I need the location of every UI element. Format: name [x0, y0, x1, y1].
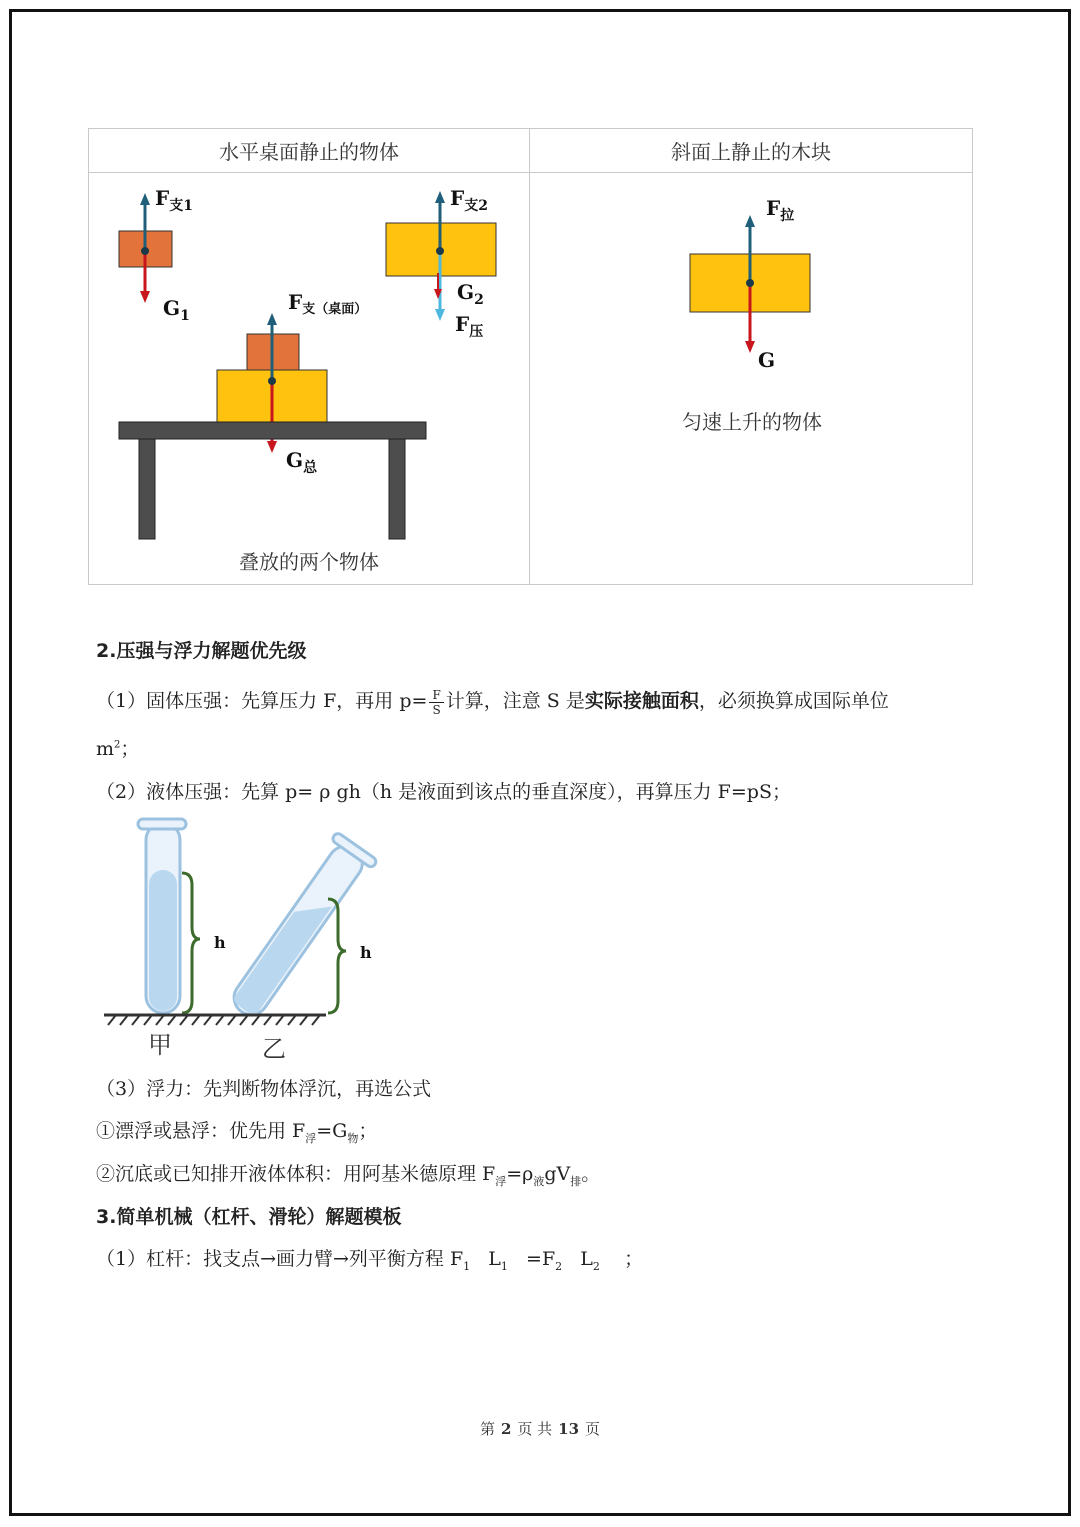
- g2-label: G: [457, 280, 475, 304]
- svg-text:F支2: $F_{支2}$: [450, 186, 488, 214]
- left-diagram-cell: [89, 173, 530, 585]
- tube-left-label: 甲: [148, 1031, 172, 1059]
- g-label: G: [758, 348, 776, 372]
- section2-title: 2.压强与浮力解题优先级: [96, 640, 307, 662]
- f-support1-label: F: [155, 186, 170, 210]
- section2-item1-unit: $m^2$；: [96, 738, 140, 760]
- page-footer: 第 2 页 共 13 页: [479, 1420, 601, 1438]
- section2-item3: （3）浮力：先判断物体浮沉，再选公式: [96, 1078, 432, 1100]
- section2-item3-2: ②沉底或已知排开液体体积：用阿基米德原理 $F_浮=\rho_液gV_排$。: [96, 1163, 601, 1188]
- tube-right-h-label: h: [360, 943, 372, 962]
- right-diagram-cell: [530, 173, 973, 585]
- table-header-right: 斜面上静止的木块: [530, 129, 973, 173]
- section3-title: 3.简单机械（杠杆、滑轮）解题模板: [96, 1206, 402, 1228]
- desk-leg-right: [389, 439, 405, 539]
- section2-item1: （1）固体压强：先算压力 F，再用 p= $\frac{F}{S}$ 计算，注意 S 是实际接触面积，必须换算成国际单位: [96, 687, 889, 717]
- svg-text:F压: $F_压$: [455, 312, 484, 340]
- svg-text:F拉: $F_拉$: [766, 196, 795, 224]
- g-total-label: G: [286, 448, 304, 472]
- right-caption: 匀速上升的物体: [682, 410, 822, 434]
- desk-leg-left: [139, 439, 155, 539]
- tube-right-label: 乙: [262, 1035, 286, 1063]
- g1-label: G: [163, 296, 181, 320]
- table-header-left: 水平桌面静止的物体: [89, 129, 530, 173]
- left-force-diagram: [89, 173, 530, 584]
- section2-item2: （2）液体压强：先算 p= ρ gh（h 是液面到该点的垂直深度），再算压力 F=pS；: [96, 781, 791, 803]
- section3-item1: （1）杠杆：找支点→画力臂→列平衡方程 $F_1$ $L_1$ $=F_2$ $L_2$ ；: [96, 1248, 644, 1273]
- force-diagram-table: [88, 128, 973, 585]
- svg-text:G总: $G_总$: [286, 448, 318, 476]
- f-pull-label: F: [766, 196, 781, 220]
- f-support-desk-label: F: [288, 290, 303, 314]
- section2-item3-1: ①漂浮或悬浮：优先用 $F_浮=G_物$；: [96, 1120, 378, 1145]
- test-tubes-figure: [96, 815, 396, 1065]
- pressure-fraction: $\frac{F}{S}$: [429, 688, 443, 717]
- svg-text:F支（桌面）: $F_{支(桌面)}$: [288, 290, 368, 317]
- f-support2-label: F: [450, 186, 465, 210]
- desk-top: [119, 422, 426, 439]
- tube-left-h-label: h: [214, 933, 226, 952]
- f-press-label: F: [455, 312, 470, 336]
- svg-text:F支1: $F_{支1}$: [155, 186, 193, 214]
- right-force-diagram: [530, 173, 973, 584]
- svg-text:G1: $G_1$: [163, 296, 190, 324]
- left-caption: 叠放的两个物体: [239, 550, 379, 574]
- svg-text:G2: $G_2$: [457, 280, 484, 308]
